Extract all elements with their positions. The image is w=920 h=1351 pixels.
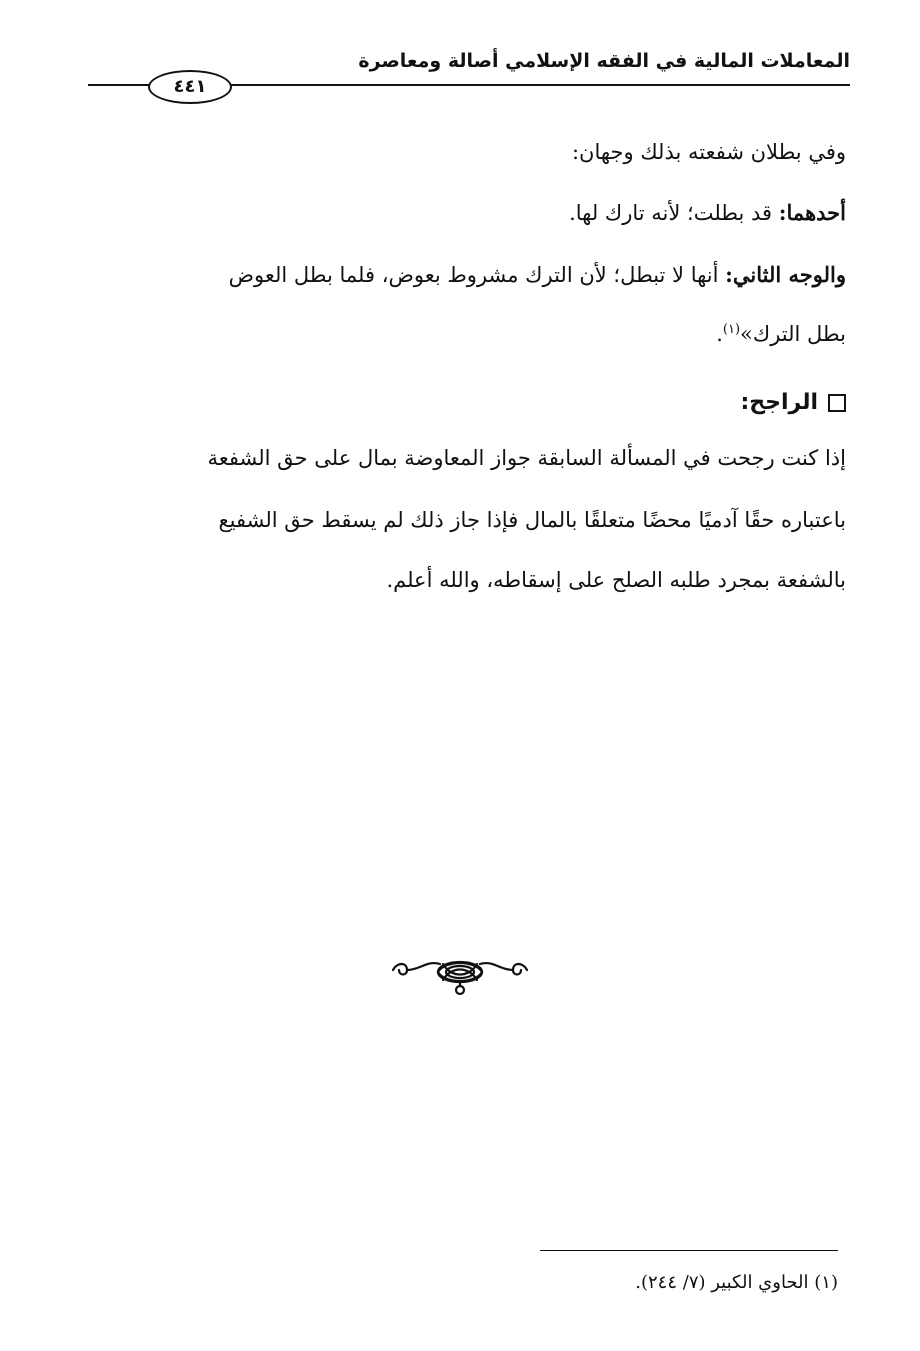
body-line-4 xyxy=(716,322,846,346)
section-heading xyxy=(740,390,846,415)
page-number: ٤٤١ xyxy=(173,76,207,97)
paragraph-line-3: بالشفعة بمجرد طلبه الصلح على إسقاطه، والله أعلم. xyxy=(386,568,846,592)
running-header-title: المعاملات المالية في الفقه الإسلامي أصالة ومعاصرة xyxy=(358,50,850,72)
first-opinion-text: قد بطلت؛ لأنه تارك لها. xyxy=(569,201,779,225)
footnote-1: (١) الحاوي الكبير (٧/ ٢٤٤). xyxy=(635,1272,838,1293)
footnote-rule xyxy=(540,1250,838,1251)
paragraph-line-2: باعتباره حقًا آدميًا محضًا متعلقًا بالمال فإذا جاز ذلك لم يسقط حق الشفيع xyxy=(218,508,846,532)
second-opinion-continuation: بطل الترك» xyxy=(740,322,846,346)
section-heading-text: الراجح: xyxy=(740,390,818,415)
paragraph-line-1: إذا كنت رجحت في المسألة السابقة جواز المعاوضة بمال على حق الشفعة xyxy=(207,446,846,470)
square-bullet-icon xyxy=(828,394,846,412)
sentence-end: . xyxy=(716,322,723,346)
second-opinion-text: أنها لا تبطل؛ لأن الترك مشروط بعوض، فلما بطل العوض xyxy=(228,263,726,287)
body-line-1: وفي بطلان شفعته بذلك وجهان: xyxy=(571,140,846,164)
footnote-reference[interactable]: (١) xyxy=(722,322,741,337)
body-line-3 xyxy=(229,262,846,287)
body-line-2 xyxy=(569,200,846,225)
floral-divider-icon xyxy=(385,950,535,1010)
page-number-badge xyxy=(148,70,232,104)
second-opinion-label: والوجه الثاني: xyxy=(725,262,846,287)
first-opinion-label: أحدهما: xyxy=(778,200,846,225)
